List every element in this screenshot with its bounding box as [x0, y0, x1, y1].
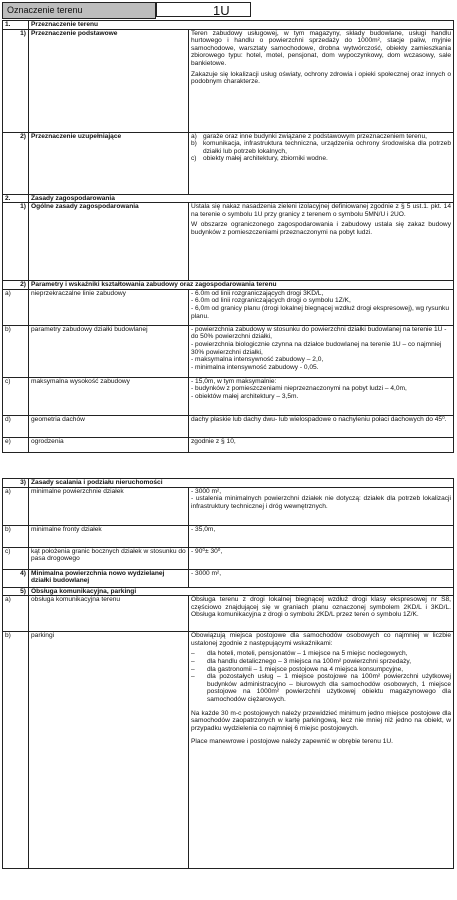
list-item — [191, 155, 451, 163]
line: - 6,0m od granicy planu (drogi lokalnej biegnącej wzdłuż drogi ekspresowej), wg rysunku planu. — [191, 304, 450, 320]
row-number: c) — [3, 377, 29, 415]
section-number: 3) — [3, 479, 29, 488]
list-text: dla handlu detalicznego – 3 miejsca na 100m² powierzchni sprzedaży, — [207, 657, 412, 665]
row-content: - 3000 m², — [189, 569, 454, 587]
header-label: Oznaczenie terenu — [2, 2, 156, 19]
row-number: c) — [3, 547, 29, 569]
line: - powierzchnia zabudowy w stosunku do powierzchni działki budowlanej na terenie 1U - do 50% powierzchni działki, — [191, 325, 447, 341]
list-item — [191, 658, 451, 666]
row-przeznaczenie-uzupelniajace — [3, 132, 454, 194]
row-number: a) — [3, 289, 29, 325]
row-number: 2) — [3, 281, 29, 290]
row-linie-zabudowy — [3, 289, 454, 325]
row-content — [189, 377, 454, 415]
row-content: - 90⁰± 30⁰, — [189, 547, 454, 569]
list-marker: b) — [191, 140, 197, 148]
line: - maksymalna intensywność zabudowy – 2,0, — [191, 356, 324, 364]
row-number: a) — [3, 596, 29, 632]
row-label: nieprzekraczalne linie zabudowy — [29, 289, 189, 325]
section-1-header — [3, 21, 454, 30]
paragraph: Obowiązują miejsca postojowe dla samochodów osobowych co najmniej w liczbie ustalonej zgodnie z następującymi wskaźnikami: — [191, 632, 451, 647]
line: - 6.0m od linii rozgraniczających drogi 3KD/L, — [191, 289, 324, 297]
row-content — [189, 325, 454, 377]
section-number: 2. — [3, 194, 29, 203]
list-text: obiekty małej architektury, zbiorniki wodne. — [203, 155, 328, 163]
section-title: Zasady zagospodarowania — [29, 194, 454, 203]
row-min-fronty — [3, 525, 454, 547]
line: - minimalna intensywność zabudowy - 0,05. — [191, 363, 319, 371]
line: - powierzchnia biologicznie czynna na działce budowlanej na terenie 1U – co najmniej 30% powierzchni działki, — [191, 340, 442, 356]
section-number: 1. — [3, 21, 29, 30]
row-przeznaczenie-podstawowe — [3, 29, 454, 132]
row-content — [189, 29, 454, 132]
line: - budynków z pomieszczeniami nieprzeznaczonymi na pobyt ludzi – 4,0m, — [191, 385, 407, 393]
list-text: dla gastronomii – 1 miejsce postojowe na 4 miejsca konsumpcyjne, — [207, 665, 404, 673]
line: - 15,0m, w tym maksymalnie: — [191, 377, 277, 385]
list-marker: – — [191, 665, 195, 673]
row-obsluga-terenu — [3, 596, 454, 632]
section-1-table — [2, 20, 454, 453]
row-label: kąt położenia granic bocznych działek w stosunku do pasa drogowego — [29, 547, 189, 569]
row-content: zgodnie z § 10, — [189, 437, 454, 452]
row-number: 5) — [3, 587, 29, 596]
section-3-header — [3, 479, 454, 488]
row-parkingi — [3, 632, 454, 869]
row-label: maksymalna wysokość zabudowy — [29, 377, 189, 415]
list-item — [191, 666, 451, 674]
row-label: minimalne powierzchnie działek — [29, 487, 189, 525]
line: - 6.0m od linii rozgraniczających drogi o symbolu 1Z/K, — [191, 297, 351, 305]
section-title: Zasady scalania i podziału nieruchomości — [29, 479, 454, 488]
list-item — [191, 133, 451, 141]
list-marker: c) — [191, 155, 197, 163]
row-label: Obsługa komunikacyjna, parkingi — [29, 587, 454, 596]
row-number: b) — [3, 525, 29, 547]
row-label: parkingi — [29, 632, 189, 869]
header-code: 1U — [156, 2, 251, 17]
row-min-powierzchnie — [3, 487, 454, 525]
row-label: minimalne fronty działek — [29, 525, 189, 547]
row-label: Przeznaczenie podstawowe — [29, 29, 189, 132]
header — [2, 2, 452, 19]
list-marker: a) — [191, 132, 197, 140]
paragraph: Teren zabudowy usługowej, w tym magazyny, składy budowlane, usługi handlu hurtowego i handlu o powierzchni sprzedaży do 1000m², stacje paliw, myjnie samochodowe, warsztaty samochodowe, drobna wytwórczość, obiekty zamieszkania zbiorowego typu: hotel, motel, pensjonat, dom wypoczynkowy, dom wczasowy, sale bankietowe. — [191, 29, 451, 67]
line: - obiektów małej architektury – 3,5m. — [191, 392, 299, 400]
row-number: b) — [3, 632, 29, 869]
row-number: b) — [3, 325, 29, 377]
line: - 3000 m², — [191, 487, 222, 495]
row-ogolne-zasady — [3, 203, 454, 281]
row-number: 4) — [3, 569, 29, 587]
paragraph: Na każde 30 m-c postojowych należy przewidzieć minimum jedno miejsce postojowe dla samochodów zaopatrzonych w kartę parkingową, lecz nie mniej niż jedno na obiekt, w przypadku wydzielenia co najmniej 6 miejsc postojowych. — [191, 709, 451, 732]
row-label: Parametry i wskaźniki kształtowania zabudowy oraz zagospodarowania terenu — [29, 281, 454, 290]
row-label: obsługa komunikacyjna terenu — [29, 596, 189, 632]
row-number: 1) — [3, 29, 29, 132]
row-obsluga-header — [3, 587, 454, 596]
row-number: a) — [3, 487, 29, 525]
row-parametry-zabudowy — [3, 325, 454, 377]
row-content: dachy płaskie lub dachy dwu- lub wielospadowe o nachyleniu połaci dachowych do 45⁰. — [189, 415, 454, 437]
row-number: 2) — [3, 132, 29, 194]
list-item — [191, 140, 451, 155]
row-parametry-header — [3, 281, 454, 290]
paragraph: W obszarze ograniczonego zagospodarowania i zabudowy ustala się zakaz budowy budynków z pomieszczeniami przeznaczonymi na pobyt ludzi. — [191, 221, 451, 236]
row-label: Przeznaczenie uzupełniające — [29, 132, 189, 194]
row-number: e) — [3, 437, 29, 452]
row-content: - 35,0m, — [189, 525, 454, 547]
row-label: parametry zabudowy działki budowlanej — [29, 325, 189, 377]
list-marker: – — [191, 650, 195, 658]
list-text: dla hoteli, moteli, pensjonatów – 1 miejsce na 5 miejsc noclegowych, — [207, 650, 408, 658]
row-label: Minimalna powierzchnia nowo wydzielanej działki budowlanej — [29, 569, 189, 587]
row-number: 1) — [3, 203, 29, 281]
line: - ustalenia minimalnych powierzchni działek nie dotyczą: działek dla potrzeb lokalizacji infrastruktury technicznej i dróg wewnętrznych. — [191, 495, 451, 510]
section-3-table — [2, 478, 454, 869]
list-marker: – — [191, 657, 195, 665]
paragraph: Zakazuje się lokalizacji usług oświaty, ochrony zdrowia i opieki społecznej oraz innych o podobnym charakterze. — [191, 70, 451, 86]
section-2-header — [3, 194, 454, 203]
list-text: komunikacja, infrastruktura techniczna, urządzenia ochrony środowiska dla potrzeb działki lub potrzeb lokalnych, — [203, 140, 451, 155]
row-min-powierzchnia-nowej — [3, 569, 454, 587]
paragraph: Place manewrowe i postojowe należy zapewnić w obrębie terenu 1U. — [191, 738, 393, 746]
list-item — [191, 673, 451, 703]
row-label: geometria dachów — [29, 415, 189, 437]
row-content: Obsługa terenu z drogi lokalnej biegnącej wzdłuż drogi klasy ekspresowej nr S8, częściowo znajdującej się w graniach planu oznaczonej symbolem 2KD/L i 3KD/L. Obsługa komunikacyjna z drogi o symbolu 2KD/L przez teren o symbolu 1Z/K. — [189, 596, 454, 632]
row-label: ogrodzenia — [29, 437, 189, 452]
list-text: garaże oraz inne budynki związane z podstawowym przeznaczeniem terenu, — [203, 132, 427, 140]
row-content — [189, 132, 454, 194]
row-ogrodzenia — [3, 437, 454, 452]
row-label: Ogólne zasady zagospodarowania — [29, 203, 189, 281]
list-text: dla pozostałych usług – 1 miejsce postojowe na 100m² powierzchni użytkowej budynków administracyjno – biurowych dla samochodów osobowych, 1 miejsce postojowe na 1000m² powierzchni użytkowej obiektu magazynowego dla samochodów ciężarowych. — [207, 673, 451, 703]
section-title: Przeznaczenie terenu — [29, 21, 454, 30]
row-content — [189, 203, 454, 281]
list-marker: – — [191, 673, 195, 681]
row-number: d) — [3, 415, 29, 437]
row-content — [189, 289, 454, 325]
row-wysokosc-zabudowy — [3, 377, 454, 415]
row-kat-granic — [3, 547, 454, 569]
row-content — [189, 487, 454, 525]
row-content — [189, 632, 454, 869]
list-item — [191, 650, 451, 658]
row-geometria-dachow — [3, 415, 454, 437]
paragraph: Ustala się nakaz nasadzenia zieleni izolacyjnej definiowanej zgodnie z § 5 ust.1. pkt. 14 na terenie o symbolu 1U przy granicy z terenem o symbolu 5MN/U i 2UO. — [191, 203, 451, 218]
